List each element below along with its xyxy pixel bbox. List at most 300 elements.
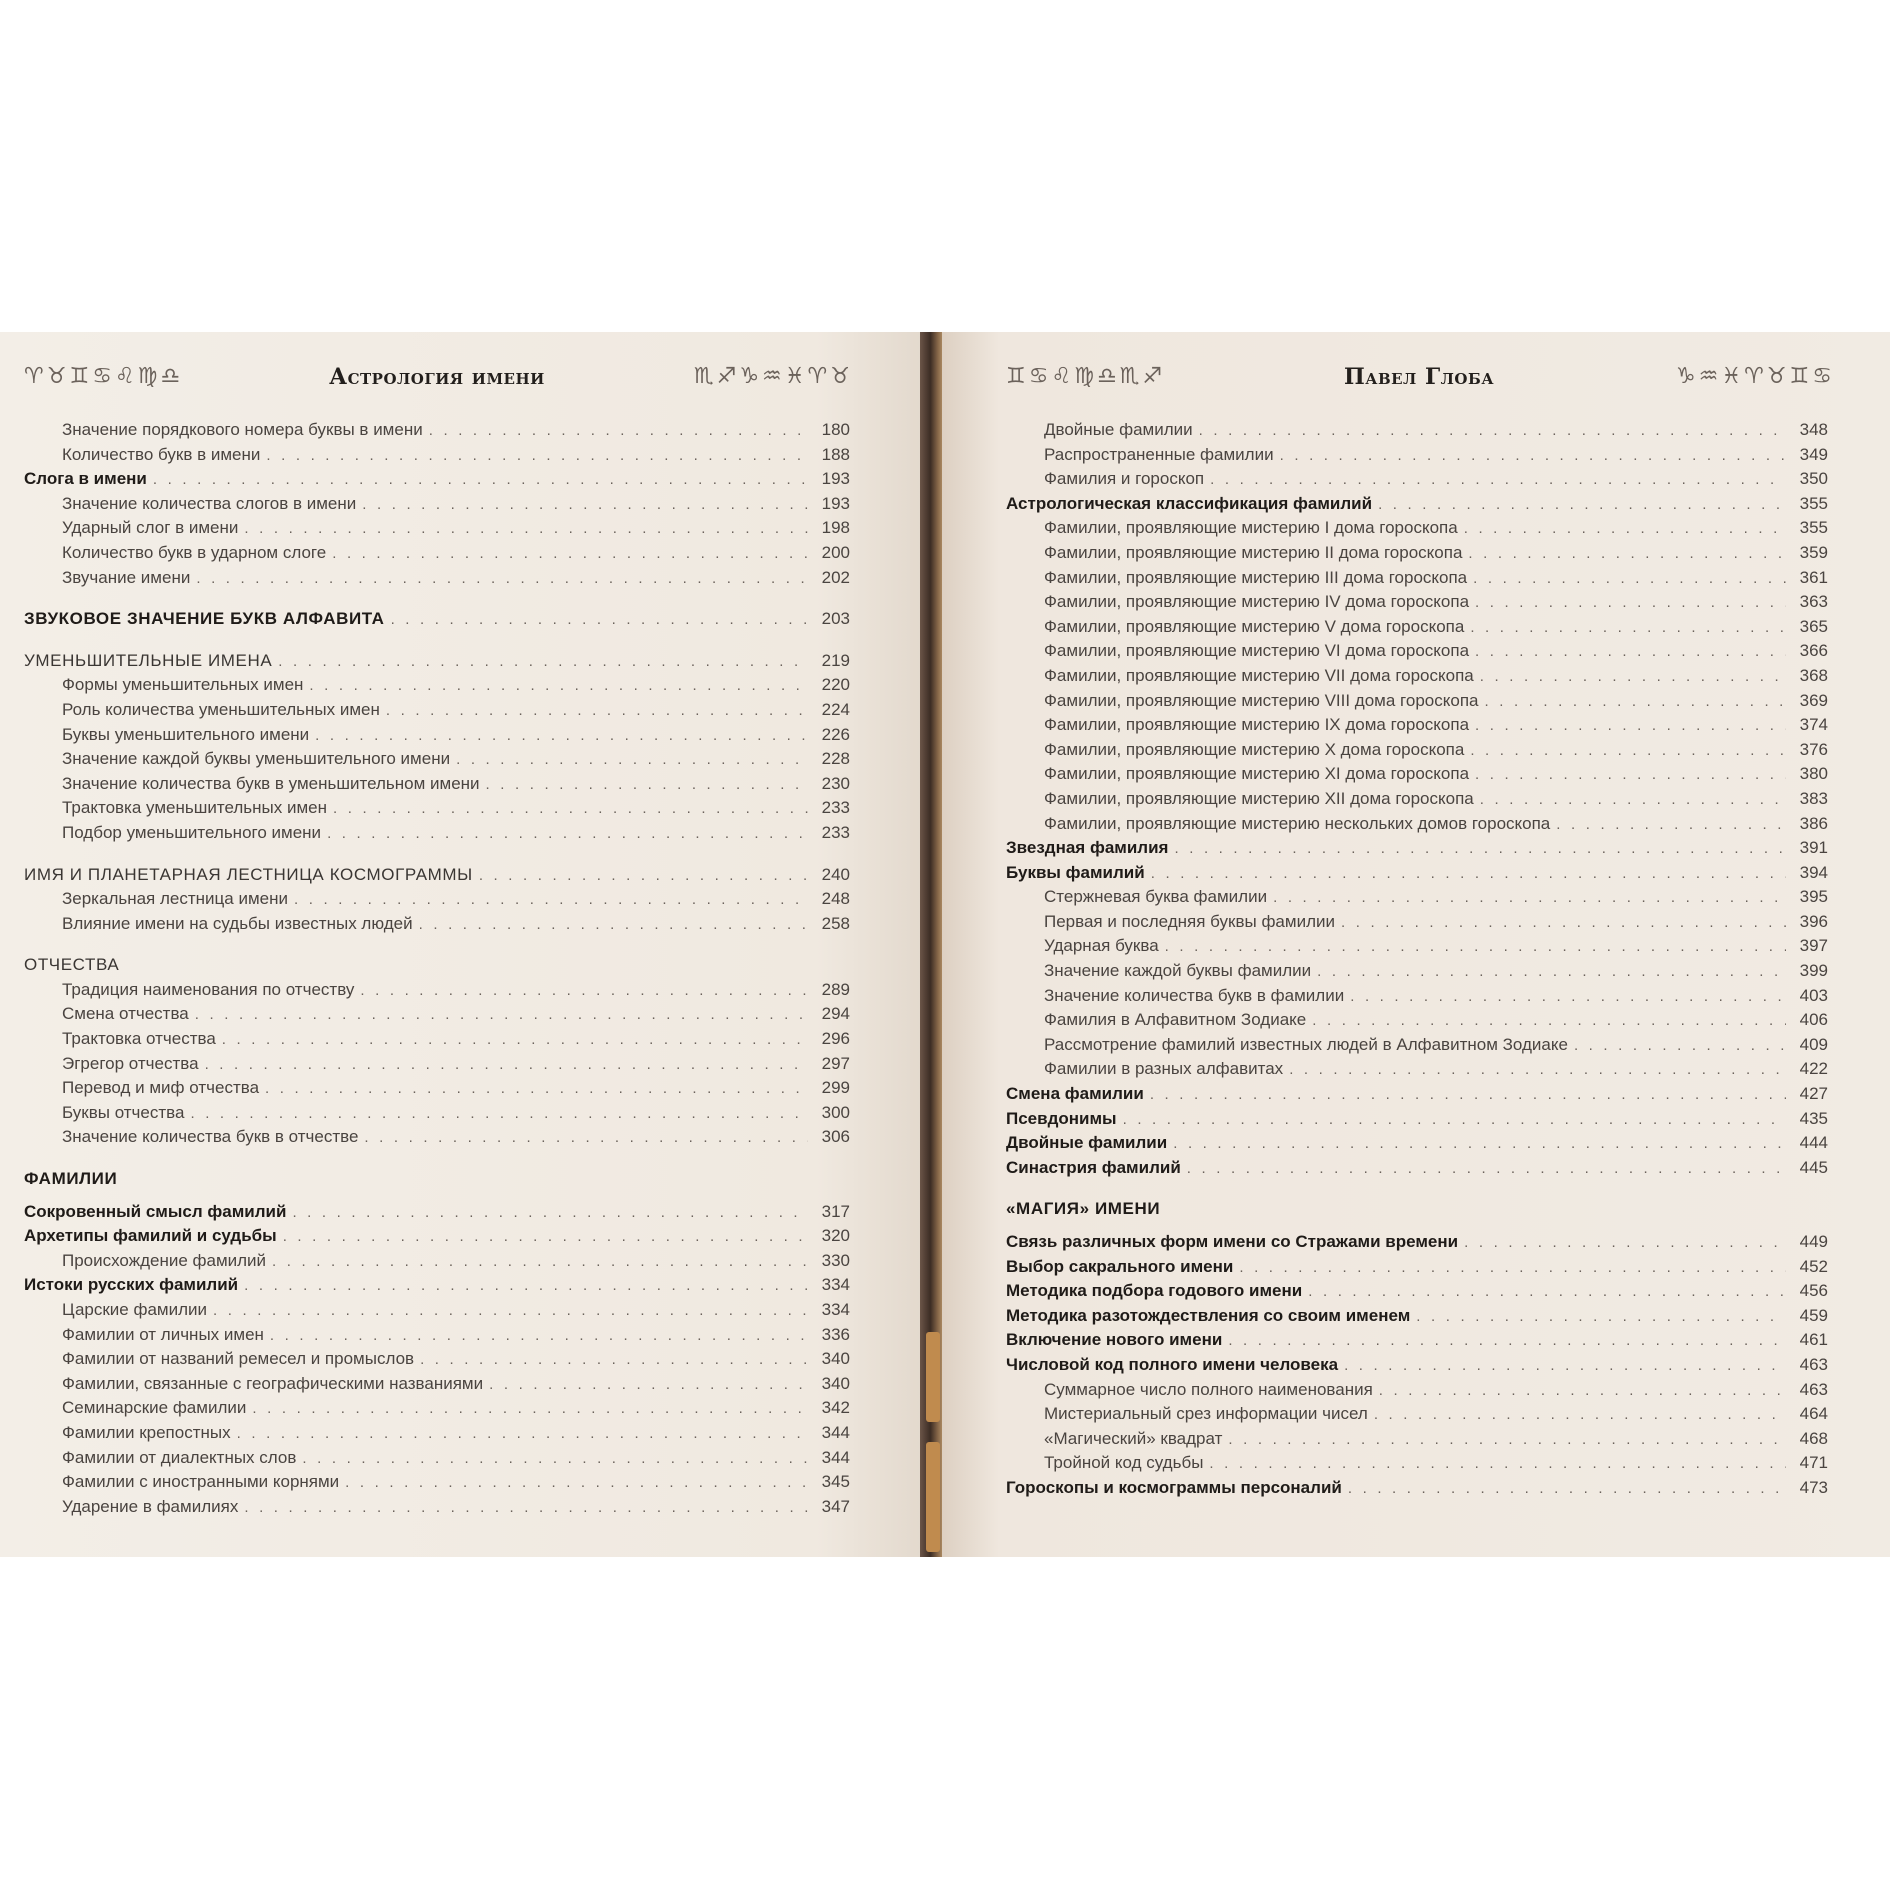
toc-entry-title: Тройной код судьбы bbox=[1044, 1453, 1204, 1473]
toc-entry-title: Ударная буква bbox=[1044, 936, 1159, 956]
toc-entry-page: 300 bbox=[821, 1102, 850, 1122]
toc-entry-page: 365 bbox=[1799, 616, 1828, 636]
dot-leader bbox=[195, 1006, 808, 1023]
toc-entry-title: Смена отчества bbox=[62, 1004, 189, 1024]
dot-leader bbox=[213, 1302, 808, 1319]
toc-entry-title: «Магический» квадрат bbox=[1044, 1428, 1223, 1448]
toc-entry-page: 180 bbox=[821, 420, 850, 439]
dot-leader bbox=[1350, 988, 1786, 1005]
zodiac-glyph-icon: ♐ bbox=[1142, 364, 1163, 389]
toc-entry-page: 403 bbox=[1799, 985, 1828, 1005]
toc-entry-page: 391 bbox=[1799, 838, 1828, 858]
zodiac-glyph-icon: ♓ bbox=[1721, 364, 1742, 389]
dot-leader bbox=[265, 1080, 808, 1097]
dot-leader bbox=[1475, 766, 1786, 783]
zodiac-glyph-icon: ♉ bbox=[46, 364, 67, 389]
toc-entry-page: 363 bbox=[1799, 592, 1828, 612]
toc-entry-title: Стержневая буква фамилии bbox=[1044, 887, 1268, 907]
toc-entry-title: Влияние имени на судьбы известных людей bbox=[62, 913, 413, 933]
dot-leader bbox=[1416, 1308, 1786, 1325]
toc-entry bbox=[1006, 912, 1828, 937]
dot-leader bbox=[1348, 1480, 1786, 1497]
toc-entry-title: Звездная фамилия bbox=[1006, 838, 1169, 858]
toc-entry bbox=[1006, 1453, 1828, 1478]
dot-leader bbox=[333, 800, 808, 817]
toc-entry-title: Первая и последняя буквы фамилии bbox=[1044, 911, 1335, 931]
toc-entry-page: 409 bbox=[1799, 1034, 1828, 1054]
toc-entry-page: 306 bbox=[821, 1127, 850, 1147]
toc-entry-title: Фамилии, проявляющие мистерию I дома гороскопа bbox=[1044, 518, 1458, 538]
dot-leader bbox=[1344, 1357, 1786, 1374]
toc-entry-title: Буквы уменьшительного имени bbox=[62, 724, 310, 744]
toc-entry bbox=[24, 749, 850, 774]
dot-leader bbox=[266, 447, 808, 464]
toc-entry-page: 334 bbox=[821, 1300, 850, 1319]
toc-entry-page: 435 bbox=[1799, 1108, 1828, 1128]
zodiac-glyph-icon: ♉ bbox=[830, 364, 850, 389]
toc-entry-title: Зеркальная лестница имени bbox=[62, 889, 288, 909]
toc-entry bbox=[24, 1078, 850, 1103]
zodiac-glyph-icon: ♍ bbox=[137, 364, 158, 389]
toc-entry-page: 344 bbox=[821, 1447, 850, 1467]
toc-entry-title: Фамилия в Алфавитном Зодиаке bbox=[1044, 1010, 1307, 1030]
dot-leader bbox=[489, 1376, 808, 1393]
toc-entry bbox=[24, 1300, 850, 1325]
toc-entry bbox=[1006, 1133, 1828, 1158]
dot-leader bbox=[1574, 1037, 1786, 1054]
toc-entry bbox=[24, 798, 850, 823]
toc-entry bbox=[1006, 764, 1828, 789]
toc-entry-page: 449 bbox=[1799, 1232, 1828, 1251]
dot-leader bbox=[1210, 471, 1786, 488]
dot-leader bbox=[1228, 1332, 1786, 1349]
toc-entry bbox=[1006, 1380, 1828, 1405]
zodiac-glyph-icon: ♈ bbox=[807, 364, 828, 389]
toc-entry-page: 299 bbox=[821, 1078, 850, 1098]
toc-entry bbox=[1006, 617, 1828, 642]
dot-leader bbox=[272, 1253, 808, 1270]
zodiac-glyph-icon: ♊ bbox=[69, 364, 90, 389]
toc-entry-title: Количество букв в имени bbox=[62, 444, 261, 464]
toc-entry-title: Фамилии, проявляющие мистерию VII дома гороскопа bbox=[1044, 665, 1474, 685]
toc-entry-title: Фамилии в разных алфавитах bbox=[1044, 1059, 1284, 1079]
dot-leader bbox=[1280, 447, 1786, 464]
toc-entry-title: Фамилии, связанные с географическими названиями bbox=[62, 1373, 484, 1393]
toc-entry bbox=[24, 774, 850, 799]
toc-entry bbox=[24, 1103, 850, 1128]
toc-entry-title: Значение порядкового номера буквы в имени bbox=[62, 420, 423, 439]
toc-entry bbox=[24, 1127, 850, 1152]
dot-leader bbox=[1374, 1406, 1786, 1423]
toc-entry bbox=[24, 1275, 850, 1300]
toc-entry bbox=[24, 1054, 850, 1079]
toc-entry bbox=[24, 1029, 850, 1054]
toc-entry bbox=[1006, 469, 1828, 494]
dot-leader bbox=[429, 422, 808, 439]
zodiac-glyph-icon: ♉ bbox=[1766, 364, 1787, 389]
dot-leader bbox=[1308, 1283, 1786, 1300]
toc-entry bbox=[1006, 1306, 1828, 1331]
toc-entry-page: 289 bbox=[821, 979, 850, 999]
dot-leader bbox=[1289, 1061, 1786, 1078]
toc-entry-page: 258 bbox=[821, 913, 850, 933]
toc-entry-title: Фамилии от диалектных слов bbox=[62, 1447, 297, 1467]
dot-leader bbox=[222, 1031, 808, 1048]
dot-leader bbox=[327, 825, 808, 842]
toc-entry-page: 220 bbox=[821, 675, 850, 695]
toc-entry-page: 349 bbox=[1799, 444, 1828, 464]
toc-entry-title: Происхождение фамилий bbox=[62, 1250, 267, 1270]
toc-entry-title: Фамилии, проявляющие мистерию V дома гороскопа bbox=[1044, 616, 1465, 636]
toc-entry-title: Значение количества слогов в имени bbox=[62, 493, 357, 513]
dot-leader bbox=[1151, 865, 1786, 882]
toc-entry bbox=[1006, 986, 1828, 1011]
toc-entry bbox=[24, 518, 850, 543]
zodiac-glyph-icon: ♊ bbox=[1789, 364, 1810, 389]
toc-entry-page: 463 bbox=[1799, 1354, 1828, 1374]
toc-entry bbox=[1006, 1281, 1828, 1306]
toc-entry-title: Числовой код полного имени человека bbox=[1006, 1354, 1339, 1374]
zodiac-ornament-left-icon bbox=[1006, 366, 1162, 388]
dot-leader bbox=[345, 1474, 808, 1491]
toc-entry-title: Фамилии, проявляющие мистерию X дома гороскопа bbox=[1044, 739, 1465, 759]
toc-entry-page: 396 bbox=[1799, 911, 1828, 931]
toc-entry-page: 230 bbox=[821, 773, 850, 793]
dot-leader bbox=[1468, 545, 1786, 562]
toc-entry-page: 294 bbox=[821, 1004, 850, 1024]
zodiac-glyph-icon: ♏ bbox=[1119, 364, 1140, 389]
toc-entry bbox=[1006, 1199, 1828, 1224]
toc-entry bbox=[24, 700, 850, 725]
toc-entry bbox=[24, 1202, 850, 1227]
zodiac-glyph-icon: ♌ bbox=[114, 364, 135, 389]
dot-leader bbox=[1378, 496, 1786, 513]
dot-leader bbox=[190, 1105, 808, 1122]
toc-entry-title: Фамилии, проявляющие мистерию IV дома гороскопа bbox=[1044, 592, 1470, 612]
toc-entry-title: УМЕНЬШИТЕЛЬНЫЕ ИМЕНА bbox=[24, 650, 273, 670]
toc-entry-page: 422 bbox=[1799, 1059, 1828, 1079]
dot-leader bbox=[1475, 643, 1786, 660]
zodiac-glyph-icon: ♏ bbox=[693, 364, 714, 389]
toc-entry bbox=[24, 568, 850, 593]
toc-entry-title: Методика разотождествления со своим именем bbox=[1006, 1305, 1411, 1325]
toc-entry bbox=[24, 1497, 850, 1522]
toc-entry-title: Трактовка отчества bbox=[62, 1029, 216, 1049]
toc-entry-page: 471 bbox=[1799, 1453, 1828, 1473]
zodiac-glyph-icon: ♎ bbox=[160, 364, 181, 389]
toc-entry-title: Выбор сакрального имени bbox=[1006, 1256, 1234, 1276]
toc-entry bbox=[24, 469, 850, 494]
dot-leader bbox=[1199, 422, 1786, 439]
toc-entry-title: Трактовка уменьшительных имен bbox=[62, 798, 327, 818]
toc-entry-page: 383 bbox=[1799, 788, 1828, 808]
toc-entry-title: Традиция наименования по отчеству bbox=[62, 979, 355, 999]
toc-entry-title: Связь различных форм имени со Стражами времени bbox=[1006, 1232, 1459, 1251]
toc-entry-title: Фамилии, проявляющие мистерию XI дома гороскопа bbox=[1044, 764, 1470, 784]
dot-leader bbox=[205, 1056, 808, 1073]
toc-entry-title: Семинарские фамилии bbox=[62, 1398, 247, 1418]
toc-entry-page: 386 bbox=[1799, 813, 1828, 833]
toc-entry-title: ЗВУКОВОЕ ЗНАЧЕНИЕ БУКВ АЛФАВИТА bbox=[24, 609, 385, 629]
dot-leader bbox=[364, 1129, 808, 1146]
dot-leader bbox=[1379, 1382, 1786, 1399]
dot-leader bbox=[1464, 520, 1786, 537]
toc-entry-title: Фамилии, проявляющие мистерию XII дома гороскопа bbox=[1044, 788, 1474, 808]
toc-entry-page: 334 bbox=[821, 1275, 850, 1295]
dot-leader bbox=[1470, 619, 1786, 636]
dot-leader bbox=[1473, 570, 1786, 587]
toc-entry bbox=[1006, 936, 1828, 961]
toc-entry-page: 193 bbox=[821, 493, 850, 513]
toc-entry-title: Мистериальный срез информации чисел bbox=[1044, 1404, 1368, 1424]
dot-leader bbox=[1484, 693, 1786, 710]
toc-entry-page: 452 bbox=[1799, 1256, 1828, 1276]
toc-entry-page: 219 bbox=[821, 650, 850, 670]
zodiac-glyph-icon: ♈ bbox=[24, 364, 44, 389]
toc-entry bbox=[24, 1251, 850, 1276]
toc-entry-title: Значение количества букв в фамилии bbox=[1044, 985, 1345, 1005]
dot-leader bbox=[1556, 816, 1786, 833]
toc-entry bbox=[1006, 814, 1828, 839]
toc-entry bbox=[24, 1374, 850, 1399]
toc-entry-title: Суммарное число полного наименования bbox=[1044, 1379, 1373, 1399]
toc-entry bbox=[24, 955, 850, 980]
toc-entry-page: 374 bbox=[1799, 715, 1828, 735]
dot-leader bbox=[1317, 963, 1786, 980]
dot-leader bbox=[252, 1400, 808, 1417]
toc-entry-title: Ударный слог в имени bbox=[62, 518, 239, 538]
toc-entry-page: 350 bbox=[1799, 469, 1828, 489]
dot-leader bbox=[1341, 914, 1786, 931]
zodiac-ornament-right-icon bbox=[694, 366, 850, 388]
dot-leader bbox=[244, 1277, 808, 1294]
toc-entry-title: Значение каждой буквы уменьшительного имени bbox=[62, 749, 451, 769]
toc-entry bbox=[24, 675, 850, 700]
toc-entry-page: 320 bbox=[821, 1226, 850, 1246]
dot-leader bbox=[1174, 840, 1786, 857]
toc-entry-page: 394 bbox=[1799, 862, 1828, 882]
dot-leader bbox=[1239, 1259, 1786, 1276]
running-title: Павел Глоба bbox=[1343, 364, 1495, 390]
toc-entry-title: Перевод и миф отчества bbox=[62, 1078, 260, 1098]
toc-entry-page: 224 bbox=[821, 699, 850, 719]
toc-entry-page: 297 bbox=[821, 1053, 850, 1073]
toc-entry-title: Звучание имени bbox=[62, 567, 191, 587]
table-of-contents-right bbox=[1006, 420, 1828, 1503]
dot-leader bbox=[386, 702, 808, 719]
toc-entry-title: Фамилии, проявляющие мистерию III дома гороскопа bbox=[1044, 567, 1468, 587]
toc-entry bbox=[24, 1398, 850, 1423]
toc-entry bbox=[1006, 1478, 1828, 1503]
dot-leader bbox=[153, 471, 808, 488]
zodiac-glyph-icon: ♋ bbox=[1812, 364, 1832, 389]
toc-entry-page: 226 bbox=[821, 724, 850, 744]
dot-leader bbox=[294, 891, 808, 908]
toc-entry-page: 248 bbox=[821, 889, 850, 909]
toc-entry bbox=[1006, 1330, 1828, 1355]
toc-entry-page: 317 bbox=[821, 1201, 850, 1221]
dot-leader bbox=[360, 982, 808, 999]
toc-entry-title: ИМЯ И ПЛАНЕТАРНАЯ ЛЕСТНИЦА КОСМОГРАММЫ bbox=[24, 864, 473, 884]
toc-entry-page: 406 bbox=[1799, 1010, 1828, 1030]
toc-entry bbox=[24, 1325, 850, 1350]
dot-leader bbox=[332, 545, 808, 562]
dot-leader bbox=[196, 570, 808, 587]
dot-leader bbox=[1464, 1234, 1786, 1251]
toc-entry bbox=[1006, 1035, 1828, 1060]
dot-leader bbox=[1209, 1455, 1786, 1472]
toc-entry bbox=[24, 420, 850, 445]
toc-entry-title: Слога в имени bbox=[24, 469, 147, 489]
table-of-contents-left bbox=[24, 420, 850, 1521]
torn-binding bbox=[926, 1442, 940, 1552]
zodiac-glyph-icon: ♓ bbox=[784, 364, 805, 389]
open-book bbox=[0, 332, 1890, 1557]
toc-entry-title: Синастрия фамилий bbox=[1006, 1157, 1181, 1177]
toc-entry-title: Фамилии, проявляющие мистерию II дома гороскопа bbox=[1044, 542, 1463, 562]
toc-entry-page: 380 bbox=[1799, 764, 1828, 784]
toc-entry-page: 193 bbox=[821, 469, 850, 489]
toc-entry-title: Астрологическая классификация фамилий bbox=[1006, 493, 1373, 513]
dot-leader bbox=[1273, 889, 1786, 906]
left-page bbox=[0, 332, 928, 1557]
toc-entry-page: 355 bbox=[1799, 493, 1828, 513]
zodiac-glyph-icon: ♈ bbox=[1744, 364, 1764, 389]
toc-entry bbox=[24, 980, 850, 1005]
toc-entry bbox=[1006, 1084, 1828, 1109]
toc-entry bbox=[1006, 592, 1828, 617]
toc-entry bbox=[1006, 641, 1828, 666]
toc-entry-page: 355 bbox=[1799, 518, 1828, 538]
toc-entry bbox=[24, 1448, 850, 1473]
toc-entry-title: Формы уменьшительных имен bbox=[62, 675, 304, 695]
toc-entry-title: ОТЧЕСТВА bbox=[24, 955, 120, 975]
dot-leader bbox=[309, 677, 808, 694]
toc-entry-page: 468 bbox=[1799, 1428, 1828, 1448]
toc-entry-page: 202 bbox=[821, 567, 850, 587]
toc-entry-page: 200 bbox=[821, 542, 850, 562]
toc-entry-title: ФАМИЛИИ bbox=[24, 1169, 118, 1189]
toc-entry bbox=[1006, 1010, 1828, 1035]
toc-entry-title: Роль количества уменьшительных имен bbox=[62, 699, 380, 719]
toc-entry-page: 342 bbox=[821, 1398, 850, 1418]
toc-entry bbox=[24, 865, 850, 890]
dot-leader bbox=[237, 1425, 808, 1442]
toc-entry bbox=[1006, 1355, 1828, 1380]
toc-entry bbox=[24, 1349, 850, 1374]
right-page bbox=[942, 332, 1890, 1557]
toc-entry bbox=[24, 889, 850, 914]
toc-entry-page: 463 bbox=[1799, 1379, 1828, 1399]
toc-entry-title: Эгрегор отчества bbox=[62, 1053, 199, 1073]
zodiac-glyph-icon: ♑ bbox=[1675, 364, 1696, 389]
toc-entry bbox=[1006, 863, 1828, 888]
toc-entry-page: 233 bbox=[821, 798, 850, 818]
toc-entry-page: 188 bbox=[821, 444, 850, 464]
toc-entry-page: 395 bbox=[1799, 887, 1828, 907]
left-page-header bbox=[24, 352, 850, 402]
toc-entry-page: 233 bbox=[821, 822, 850, 842]
toc-entry-title: Архетипы фамилий и судьбы bbox=[24, 1226, 277, 1246]
toc-entry bbox=[24, 609, 850, 634]
toc-entry-page: 198 bbox=[821, 518, 850, 538]
zodiac-glyph-icon: ♒ bbox=[762, 364, 782, 389]
toc-entry-title: Ударение в фамилиях bbox=[62, 1496, 239, 1516]
toc-entry bbox=[24, 1226, 850, 1251]
dot-leader bbox=[244, 520, 808, 537]
toc-entry bbox=[1006, 1232, 1828, 1257]
toc-entry-page: 459 bbox=[1799, 1305, 1828, 1325]
toc-entry-page: 473 bbox=[1799, 1477, 1828, 1497]
toc-entry-title: Гороскопы и космограммы персоналий bbox=[1006, 1477, 1342, 1497]
right-page-header bbox=[1006, 352, 1832, 402]
toc-entry-title: Фамилии, проявляющие мистерию VIII дома гороскопа bbox=[1044, 690, 1479, 710]
toc-entry-title: Фамилии, проявляющие мистерию нескольких домов гороскопа bbox=[1044, 813, 1551, 833]
toc-entry-title: «МАГИЯ» ИМЕНИ bbox=[1006, 1199, 1161, 1219]
toc-entry bbox=[1006, 1059, 1828, 1084]
toc-entry-page: 376 bbox=[1799, 739, 1828, 759]
toc-entry-page: 345 bbox=[821, 1472, 850, 1492]
toc-entry bbox=[1006, 789, 1828, 814]
toc-entry-title: Истоки русских фамилий bbox=[24, 1275, 239, 1295]
toc-entry-title: Фамилии, проявляющие мистерию IX дома гороскопа bbox=[1044, 715, 1470, 735]
toc-entry bbox=[1006, 715, 1828, 740]
toc-entry-title: Псевдонимы bbox=[1006, 1108, 1117, 1128]
dot-leader bbox=[315, 727, 808, 744]
toc-entry-page: 340 bbox=[821, 1373, 850, 1393]
dot-leader bbox=[1312, 1012, 1786, 1029]
toc-entry-page: 347 bbox=[821, 1496, 850, 1516]
toc-entry-page: 366 bbox=[1799, 641, 1828, 661]
toc-entry-title: Фамилии от названий ремесел и промыслов bbox=[62, 1349, 415, 1369]
toc-entry bbox=[1006, 1109, 1828, 1134]
zodiac-glyph-icon: ♍ bbox=[1074, 364, 1094, 389]
toc-entry bbox=[24, 725, 850, 750]
zodiac-glyph-icon: ♋ bbox=[1028, 364, 1049, 389]
toc-entry bbox=[1006, 1158, 1828, 1183]
zodiac-ornament-left-icon bbox=[24, 366, 180, 388]
dot-leader bbox=[362, 496, 808, 513]
zodiac-glyph-icon: ♋ bbox=[92, 364, 112, 389]
toc-entry-page: 397 bbox=[1799, 936, 1828, 956]
dot-leader bbox=[302, 1450, 808, 1467]
dot-leader bbox=[1173, 1135, 1786, 1152]
toc-entry-title: Буквы отчества bbox=[62, 1102, 185, 1122]
toc-entry-page: 348 bbox=[1799, 420, 1828, 439]
zodiac-glyph-icon: ♒ bbox=[1698, 364, 1719, 389]
toc-entry-title: Фамилии, проявляющие мистерию VI дома гороскопа bbox=[1044, 641, 1470, 661]
toc-entry-title: Фамилия и гороскоп bbox=[1044, 469, 1205, 489]
toc-entry-page: 445 bbox=[1799, 1157, 1828, 1177]
toc-entry bbox=[1006, 518, 1828, 543]
toc-entry bbox=[24, 543, 850, 568]
toc-entry-title: Методика подбора годового имени bbox=[1006, 1281, 1303, 1301]
dot-leader bbox=[1123, 1111, 1786, 1128]
dot-leader bbox=[1480, 668, 1786, 685]
toc-entry bbox=[1006, 420, 1828, 445]
dot-leader bbox=[292, 1204, 808, 1221]
toc-entry bbox=[24, 914, 850, 939]
dot-leader bbox=[486, 776, 808, 793]
dot-leader bbox=[456, 751, 808, 768]
dot-leader bbox=[1475, 594, 1786, 611]
toc-entry-title: Царские фамилии bbox=[62, 1300, 208, 1319]
toc-entry-title: Значение количества букв в уменьшительном имени bbox=[62, 773, 480, 793]
toc-entry-title: Количество букв в ударном слоге bbox=[62, 542, 327, 562]
toc-entry bbox=[1006, 740, 1828, 765]
toc-entry-page: 427 bbox=[1799, 1084, 1828, 1104]
zodiac-glyph-icon: ♌ bbox=[1051, 364, 1072, 389]
